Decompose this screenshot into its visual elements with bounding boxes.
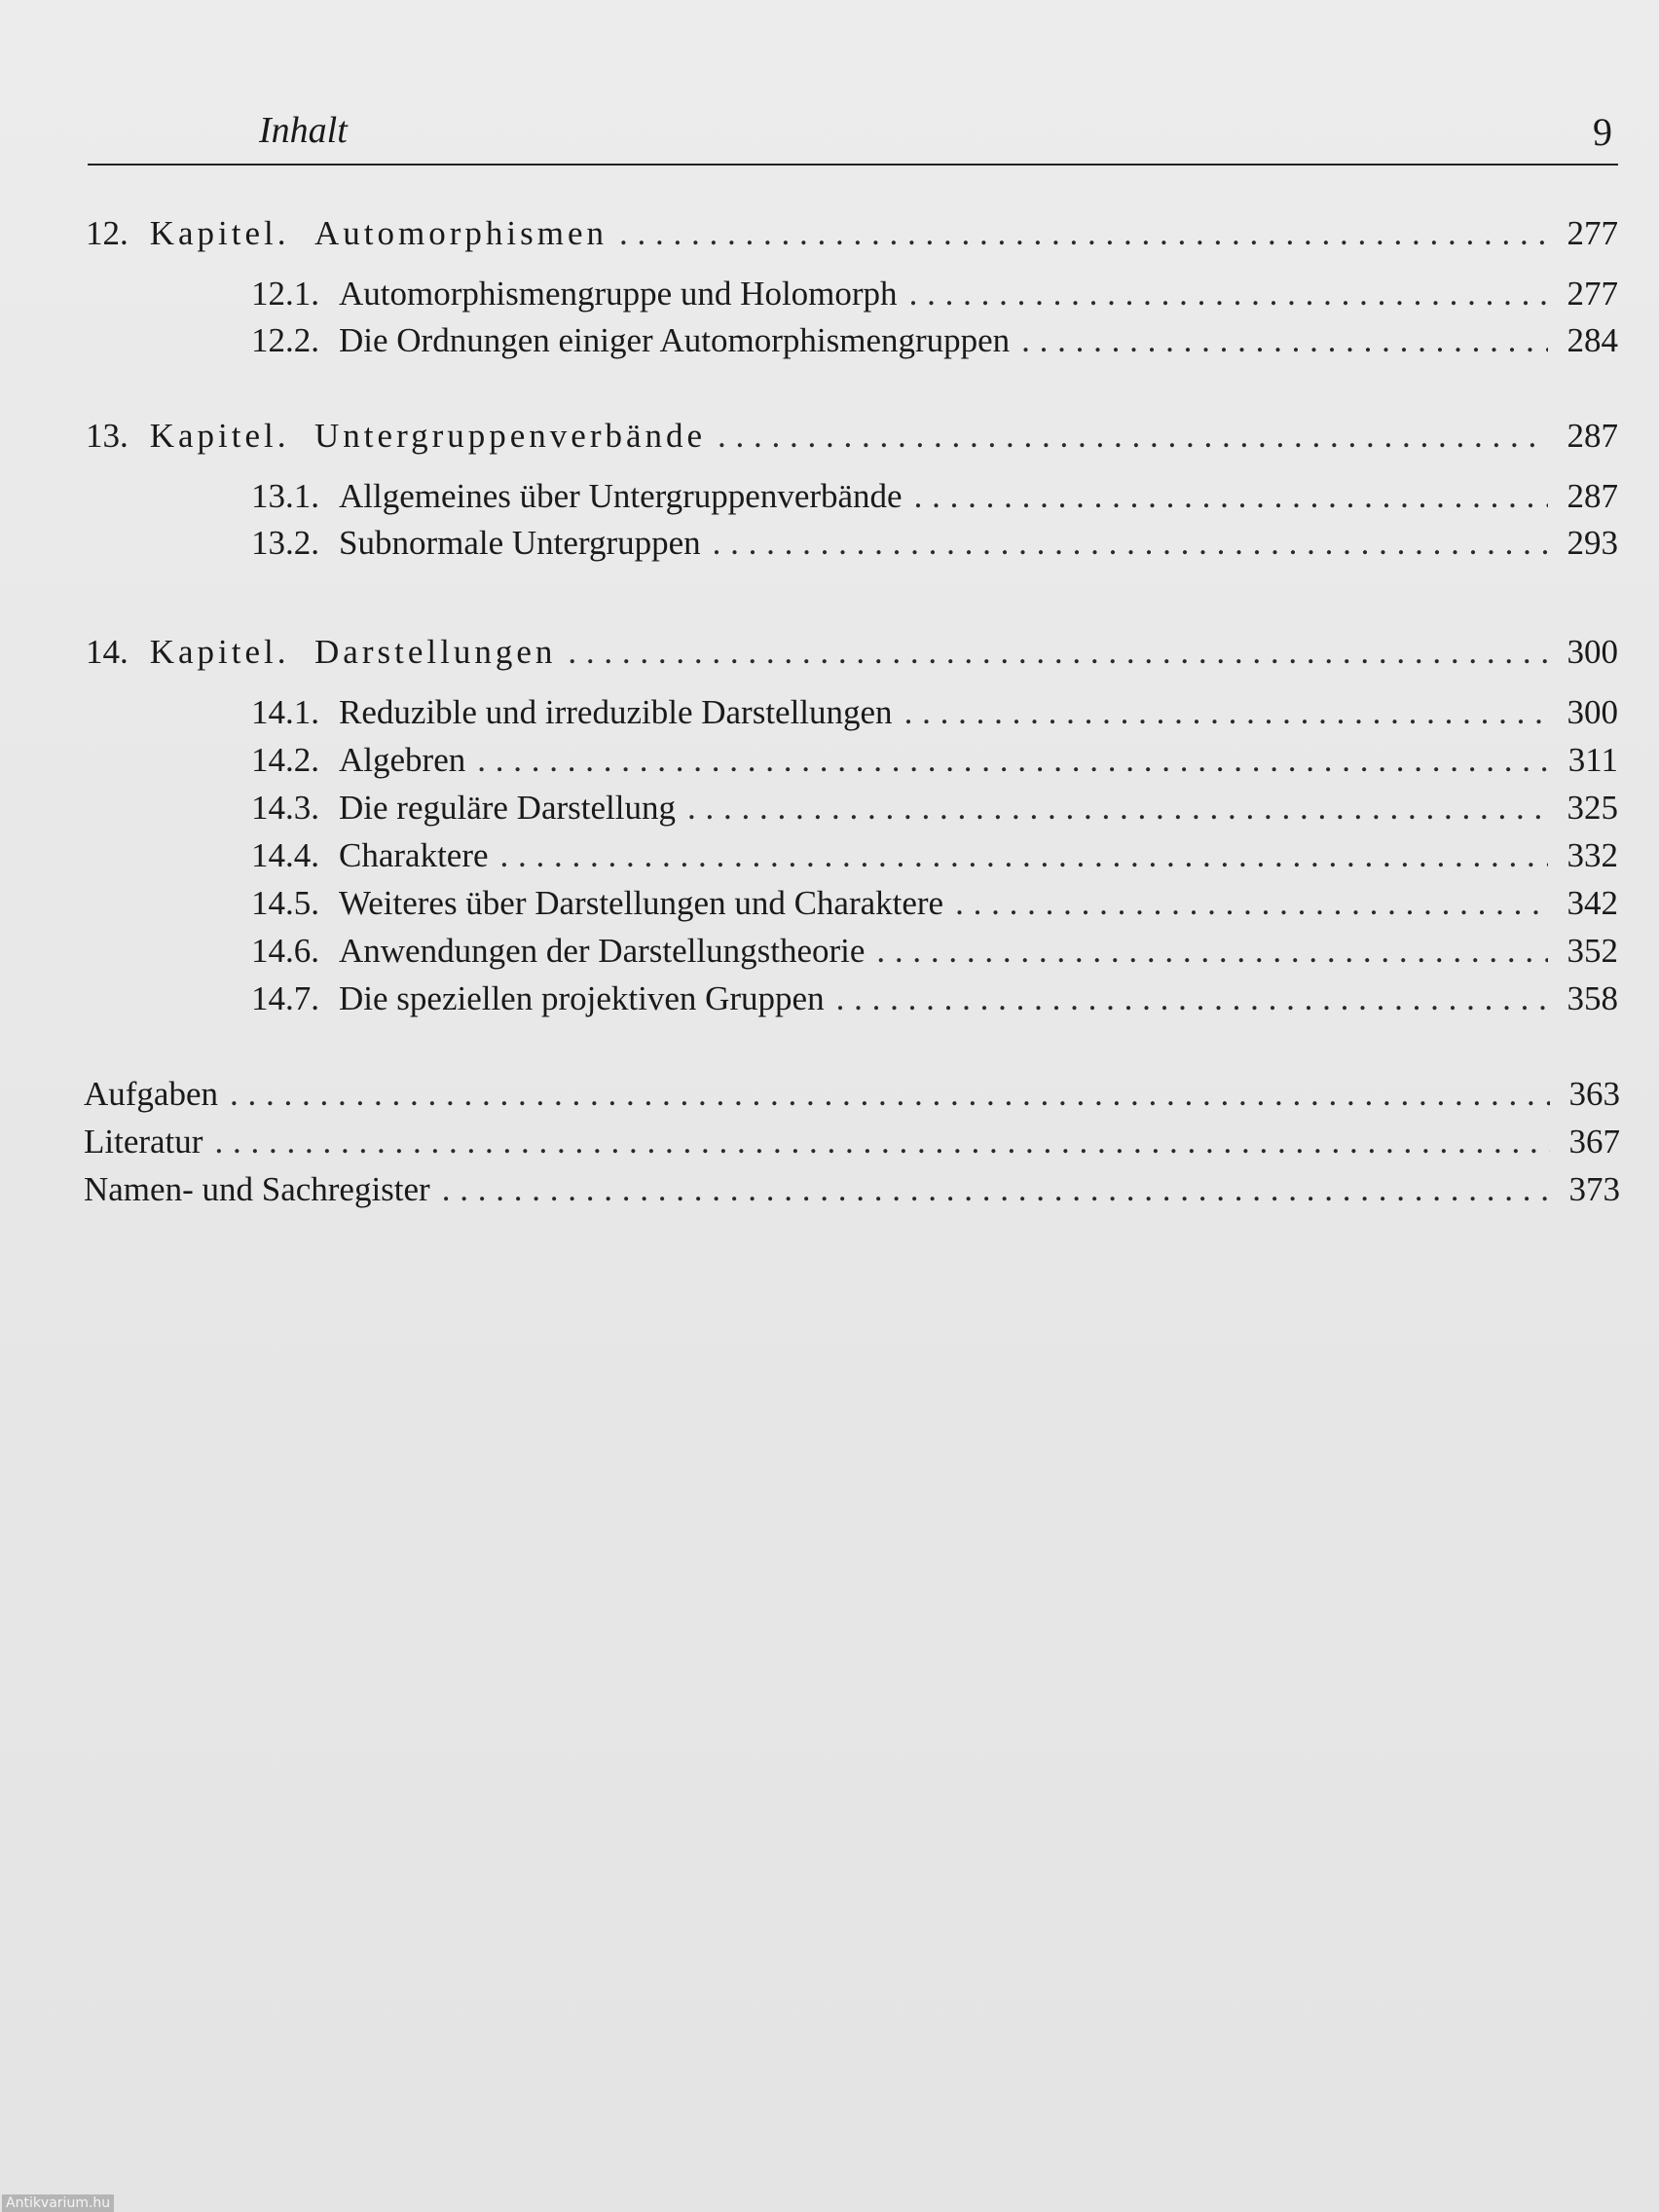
toc-chapter-13[interactable] xyxy=(86,413,1618,460)
section-page: 284 xyxy=(1567,321,1618,359)
toc-register[interactable] xyxy=(84,1166,1620,1213)
section-page: 277 xyxy=(1567,275,1618,313)
dot-leader xyxy=(442,1166,1550,1213)
section-page: 287 xyxy=(1567,477,1618,515)
back-matter-page: 373 xyxy=(1568,1170,1620,1208)
chapter-word: Kapitel. Untergruppenverbände xyxy=(149,417,707,455)
chapter-number: 14. xyxy=(86,633,129,671)
dot-leader xyxy=(718,413,1548,460)
chapter-page: 287 xyxy=(1567,417,1618,455)
toc-section-12-2[interactable] xyxy=(251,317,1618,364)
section-title: Weiteres über Darstellungen und Charaktere xyxy=(339,884,944,922)
dot-leader xyxy=(500,832,1548,879)
section-title: Die Ordnungen einiger Automorphismengruppen xyxy=(339,321,1011,359)
toc-section-12-1[interactable] xyxy=(251,271,1618,317)
dot-leader xyxy=(687,785,1548,831)
dot-leader xyxy=(914,473,1548,520)
chapter-title: Untergruppenverbände xyxy=(314,417,707,455)
section-number: 14.4. xyxy=(251,836,319,874)
section-page: 300 xyxy=(1567,693,1618,731)
section-title: Reduzible und irreduzible Darstellungen xyxy=(339,693,893,731)
chapter-number: 12. xyxy=(86,214,129,252)
section-title: Automorphismengruppe und Holomorph xyxy=(339,275,898,313)
back-matter-page: 367 xyxy=(1568,1123,1620,1161)
dot-leader xyxy=(713,520,1548,567)
toc-chapter-14[interactable] xyxy=(86,629,1618,676)
section-page: 293 xyxy=(1567,524,1618,562)
chapter-title: Darstellungen xyxy=(314,633,557,671)
section-number: 14.2. xyxy=(251,741,319,779)
dot-leader xyxy=(568,629,1548,676)
toc-literatur[interactable] xyxy=(84,1119,1620,1165)
watermark: Antikvarium.hu xyxy=(2,2194,114,2212)
section-page: 332 xyxy=(1567,836,1618,874)
toc-section-14-7[interactable] xyxy=(251,976,1618,1022)
section-number: 14.3. xyxy=(251,789,319,827)
dot-leader xyxy=(955,880,1548,927)
section-title: Anwendungen der Darstellungstheorie xyxy=(339,932,866,970)
chapter-word: Kapitel. Automorphismen xyxy=(149,214,608,252)
section-number: 14.6. xyxy=(251,932,319,970)
toc-section-14-1[interactable] xyxy=(251,689,1618,736)
section-title: Subnormale Untergruppen xyxy=(339,524,701,562)
toc-chapter-12[interactable] xyxy=(86,210,1618,257)
toc-section-14-4[interactable] xyxy=(251,832,1618,879)
back-matter-title: Namen- und Sachregister xyxy=(84,1170,430,1208)
section-page: 311 xyxy=(1567,741,1618,779)
toc-section-14-5[interactable] xyxy=(251,880,1618,927)
section-number: 14.1. xyxy=(251,693,319,731)
toc-section-14-2[interactable] xyxy=(251,737,1618,784)
dot-leader xyxy=(214,1119,1550,1165)
section-page: 352 xyxy=(1567,932,1618,970)
section-title: Charaktere xyxy=(339,836,489,874)
running-header xyxy=(88,105,1618,166)
section-number: 14.5. xyxy=(251,884,319,922)
chapter-number: 13. xyxy=(86,417,129,455)
chapter-word: Kapitel. Darstellungen xyxy=(149,633,557,671)
section-number: 14.7. xyxy=(251,979,319,1017)
dot-leader xyxy=(477,737,1548,784)
section-number: 13.2. xyxy=(251,524,319,562)
section-title: Algebren xyxy=(339,741,466,779)
toc-section-14-3[interactable] xyxy=(251,785,1618,831)
back-matter-page: 363 xyxy=(1568,1075,1620,1113)
section-title: Die speziellen projektiven Gruppen xyxy=(339,979,825,1017)
back-matter-title: Literatur xyxy=(84,1123,203,1161)
section-page: 342 xyxy=(1567,884,1618,922)
page-number: 9 xyxy=(1593,110,1612,154)
dot-leader xyxy=(876,928,1548,975)
chapter-page: 300 xyxy=(1567,633,1618,671)
section-number: 12.1. xyxy=(251,275,319,313)
chapter-page: 277 xyxy=(1567,214,1618,252)
section-title: Die reguläre Darstellung xyxy=(339,789,676,827)
section-title: Allgemeines über Untergruppenverbände xyxy=(339,477,903,515)
back-matter-title: Aufgaben xyxy=(84,1075,219,1113)
toc-aufgaben[interactable] xyxy=(84,1071,1620,1118)
dot-leader xyxy=(619,210,1548,257)
toc-section-13-1[interactable] xyxy=(251,473,1618,520)
section-number: 13.1. xyxy=(251,477,319,515)
running-header-title: Inhalt xyxy=(259,110,348,151)
dot-leader xyxy=(1021,317,1548,364)
section-page: 358 xyxy=(1567,979,1618,1017)
toc-section-13-2[interactable] xyxy=(251,520,1618,567)
section-number: 12.2. xyxy=(251,321,319,359)
dot-leader xyxy=(909,271,1548,317)
dot-leader xyxy=(230,1071,1550,1118)
chapter-title: Automorphismen xyxy=(314,214,608,252)
dot-leader xyxy=(836,976,1548,1022)
dot-leader xyxy=(904,689,1548,736)
section-page: 325 xyxy=(1567,789,1618,827)
toc-section-14-6[interactable] xyxy=(251,928,1618,975)
